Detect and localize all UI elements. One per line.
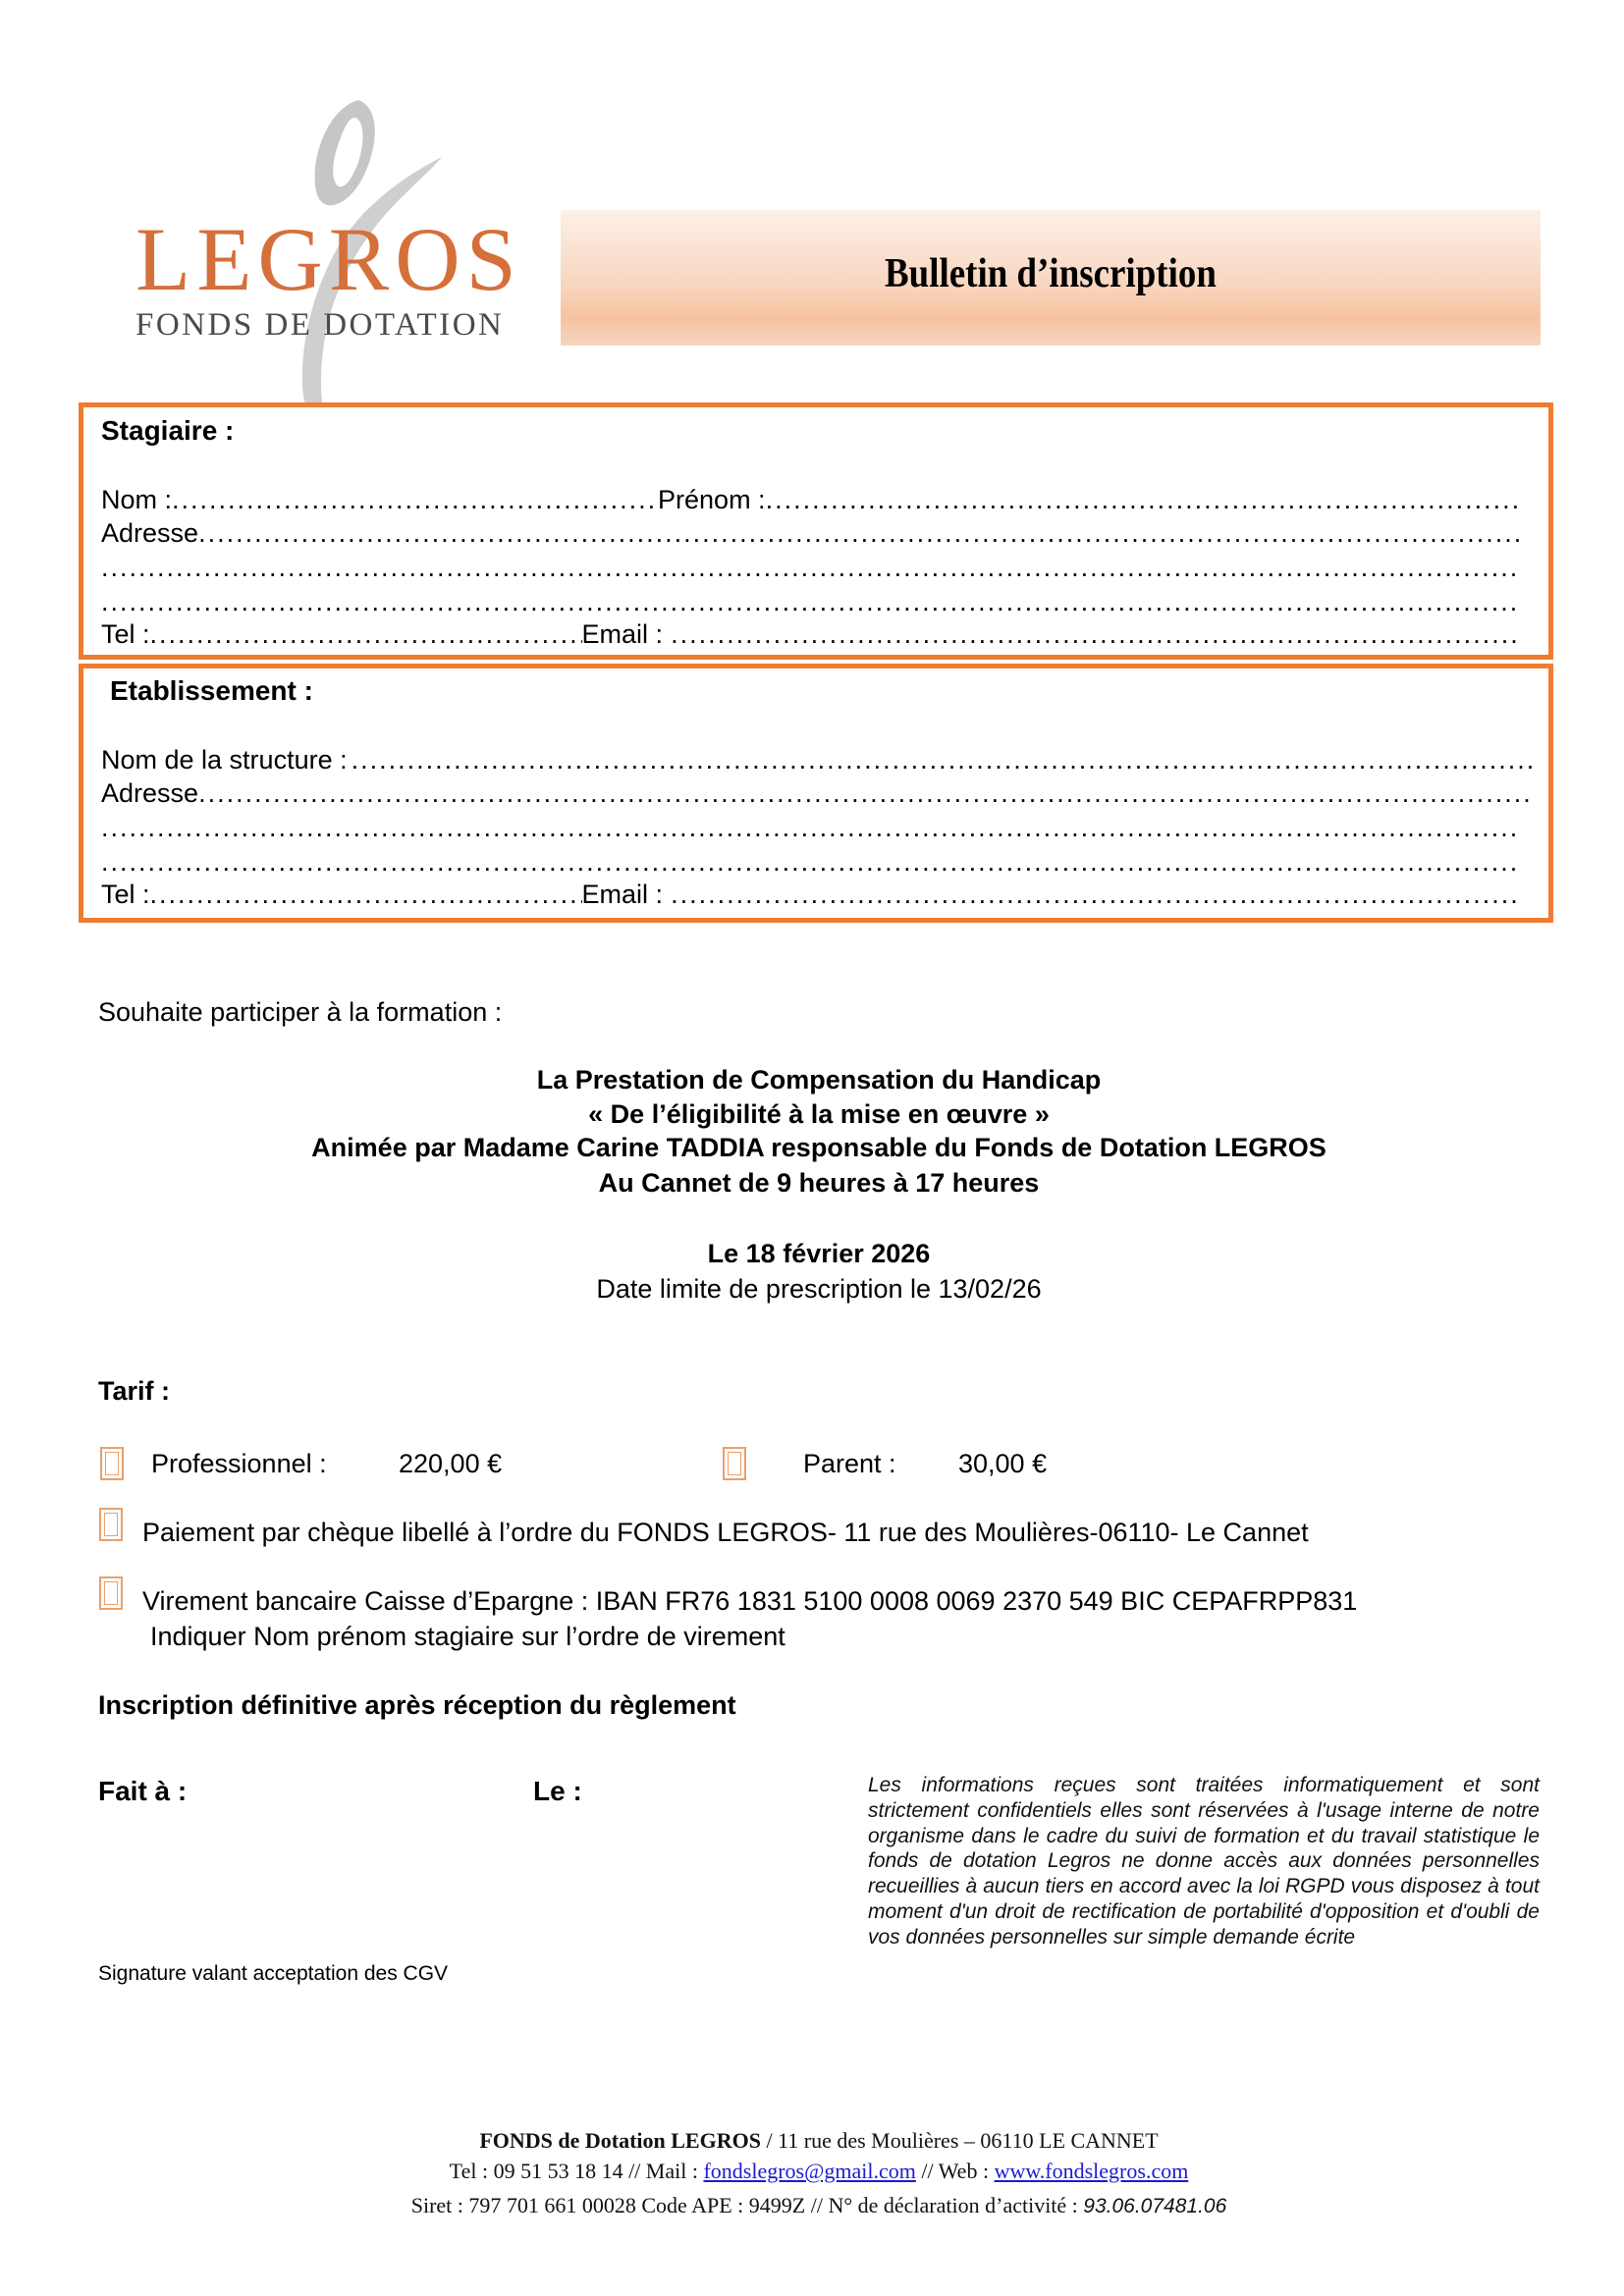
formation-intro: Souhaite participer à la formation : — [98, 997, 503, 1027]
cheque-text: Paiement par chèque libellé à l’ordre du FONDS LEGROS- 11 rue des Moulières-06110- Le Cannet — [142, 1518, 1309, 1547]
stagiaire-heading: Stagiaire : — [101, 415, 235, 446]
prenom-label: Prénom : — [658, 485, 766, 514]
footer-siret: Siret : 797 701 661 00028 Code APE : 9499Z // N° de déclaration d’activité : — [410, 2193, 1084, 2217]
etablissement-email-field[interactable] — [671, 878, 1521, 911]
stagiaire-adresse-line-2[interactable] — [101, 551, 1521, 584]
signature-note: Signature valant acceptation des CGV — [98, 1962, 449, 1985]
professionnel-label: Professionnel : — [151, 1449, 327, 1478]
formation-animateur: Animée par Madame Carine TADDIA responsable du Fonds de Dotation LEGROS — [311, 1133, 1326, 1162]
virement-note: Indiquer Nom prénom stagiaire sur l’ordre de virement — [150, 1622, 785, 1651]
virement-checkbox[interactable] — [99, 1576, 123, 1610]
stagiaire-section — [79, 402, 1553, 660]
stagiaire-adresse-line-3[interactable] — [101, 585, 1521, 618]
formation-title: La Prestation de Compensation du Handicap — [536, 1065, 1102, 1095]
footer-address: / 11 rue des Moulières – 06110 LE CANNET — [760, 2128, 1159, 2153]
page-title: Bulletin d’inscription — [885, 251, 1217, 296]
stagiaire-tel-email-row — [101, 617, 1521, 651]
tarif-heading: Tarif : — [98, 1376, 170, 1406]
signature-area[interactable] — [98, 1816, 491, 1944]
title-banner — [561, 210, 1541, 346]
le-label: Le : — [533, 1776, 582, 1806]
footer-tel: Tel : 09 51 53 18 14 // Mail : — [449, 2159, 704, 2183]
cheque-checkbox[interactable] — [99, 1508, 123, 1541]
etablissement-tel-email-row — [101, 878, 1521, 911]
parent-price: 30,00 € — [958, 1449, 1048, 1478]
footer-legal-line — [0, 2191, 1624, 2221]
etablissement-tel-field[interactable] — [150, 878, 582, 911]
formation-date: Le 18 février 2026 — [707, 1239, 931, 1268]
footer-contact-line — [0, 2157, 1624, 2186]
footer-email-link[interactable]: fondslegros@gmail.com — [703, 2159, 916, 2183]
professionnel-checkbox[interactable] — [100, 1447, 124, 1480]
privacy-notice: Les informations reçues sont traitées informatiquement et sont strictement confidentiels elles sont réservées à l'usage interne de notre organisme dans le cadre du suivi de formation et du travail statistique le fonds de dotation Legros ne donne accès aux données personnelles recueillies à aucun tiers en accord avec la loi RGPD vous disposez à tout moment d'un droit de rectification de portabilité d'opposition et d'oubli de vos données personnelles sur simple demande écrite — [868, 1774, 1540, 1949]
email-label: Email : — [581, 619, 664, 649]
logo-subtitle: FONDS DE DOTATION — [135, 307, 505, 343]
virement-text: Virement bancaire Caisse d’Epargne : IBAN FR76 1831 5100 0008 0069 2370 549 BIC CEPAFRPP831 — [142, 1586, 1358, 1616]
footer-org-name: FONDS de Dotation LEGROS — [479, 2128, 761, 2153]
adresse-label: Adresse — [101, 518, 199, 548]
structure-field[interactable] — [352, 743, 1535, 776]
tel-label: Tel : — [101, 619, 150, 649]
prenom-field[interactable] — [766, 483, 1521, 516]
formation-subtitle: « De l’éligibilité à la mise en œuvre » — [588, 1099, 1050, 1129]
inscription-note: Inscription définitive après réception du règlement — [98, 1690, 736, 1720]
footer-website-link[interactable]: www.fondslegros.com — [994, 2159, 1189, 2183]
legros-logo — [128, 98, 522, 412]
structure-row — [101, 743, 1535, 776]
fait-a-label: Fait à : — [98, 1776, 188, 1806]
etablissement-tel-label: Tel : — [101, 880, 150, 909]
nom-label: Nom : — [101, 485, 173, 514]
formation-date-limite: Date limite de prescription le 13/02/26 — [596, 1274, 1042, 1304]
nom-field[interactable] — [172, 483, 658, 516]
professionnel-price: 220,00 € — [399, 1449, 503, 1478]
etablissement-adresse-label: Adresse — [101, 778, 199, 808]
tel-field[interactable] — [150, 617, 582, 651]
etablissement-adresse-row — [101, 776, 1535, 810]
formation-lieu-horaire: Au Cannet de 9 heures à 17 heures — [598, 1168, 1040, 1198]
footer-address-line — [0, 2126, 1624, 2156]
adresse-field[interactable] — [198, 516, 1521, 550]
parent-label: Parent : — [803, 1449, 896, 1478]
etablissement-email-label: Email : — [581, 880, 664, 909]
footer-declaration-number: 93.06.07481.06 — [1083, 2195, 1227, 2217]
stagiaire-adresse-row — [101, 516, 1521, 550]
etablissement-adresse-field[interactable] — [198, 776, 1535, 810]
etablissement-adresse-line-2[interactable] — [101, 811, 1521, 844]
footer-web-label: // Web : — [915, 2159, 995, 2183]
parent-checkbox[interactable] — [723, 1447, 746, 1480]
email-field[interactable] — [671, 617, 1521, 651]
etablissement-adresse-line-3[interactable] — [101, 845, 1521, 879]
stagiaire-nom-prenom-row — [101, 483, 1521, 516]
structure-label: Nom de la structure : — [101, 745, 348, 774]
logo-wordmark: LEGROS — [135, 209, 522, 309]
etablissement-section — [79, 664, 1553, 923]
etablissement-heading: Etablissement : — [110, 675, 313, 706]
